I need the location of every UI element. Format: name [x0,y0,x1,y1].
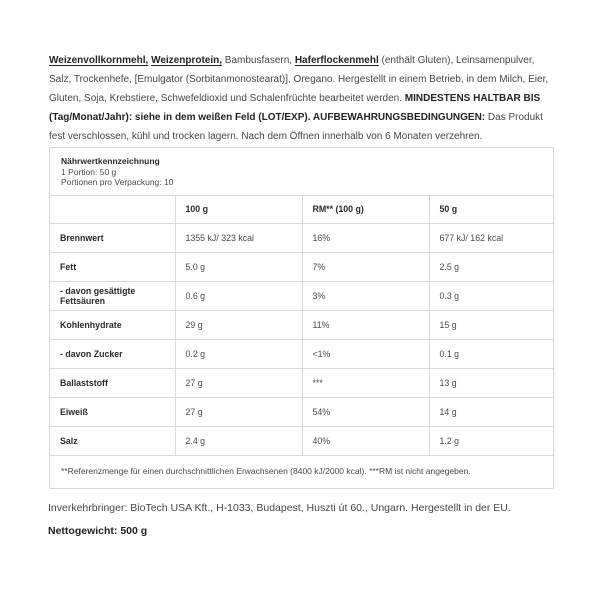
table-row [50,223,553,252]
nutrient-label-cell: Brennwert [50,223,175,252]
portion-size-line: 1 Portion: 50 g [61,166,117,177]
nutrient-label-cell: Fett [50,252,175,281]
nutrient-label-cell: Kohlenhydrate [50,310,175,339]
nutrient-value-cell: 0.1 g [429,339,553,368]
ingredient-segment: Weizenprotein, [151,55,223,66]
nutrient-value-cell: 7% [302,252,429,281]
table-row [50,281,553,310]
nutrient-value-cell: 1.2 g [429,426,553,455]
ingredient-segment: Bambusfasern, [222,55,295,66]
nutrition-table-caption [50,148,553,196]
table-footnote: **Referenzmenge für einen durchschnittlichen Erwachsenen (8400 kJ/2000 kcal). ***RM ist nicht angegeben. [61,465,471,476]
nutrient-value-cell: 27 g [175,368,302,397]
nutrient-value-cell: 1355 kJ/ 323 kcal [175,223,302,252]
nutrient-value-cell: 2.5 g [429,252,553,281]
nutrient-label-cell: Eiweiß [50,397,175,426]
net-weight-text: Nettogewicht: 500 g [48,525,148,537]
nutrient-value-cell: 11% [302,310,429,339]
nutrition-header-row [50,196,553,224]
ingredient-segment: MINDESTENS HALTBAR BIS (Tag/Monat/Jahr): siehe in dem weißen Feld (LOT/EXP). AUFBEWAHRUNGSBEDINGUNGEN: [49,93,541,123]
nutrient-value-cell: 0.2 g [175,339,302,368]
nutrient-value-cell: 0.3 g [429,281,553,310]
nutrient-value-cell: 3% [302,281,429,310]
nutrient-value-cell: 54% [302,397,429,426]
nutrient-value-cell: 15 g [429,310,553,339]
nutrition-values-table [50,196,553,456]
nutrition-table-title: Nährwertkennzeichnung [61,156,160,166]
nutrient-label-cell: - davon gesättigte Fettsäuren [50,281,175,310]
nutrient-value-cell: 677 kJ/ 162 kcal [429,223,553,252]
nutrient-value-cell: 13 g [429,368,553,397]
nutrient-label-cell: - davon Zucker [50,339,175,368]
amount-column-header: 50 g [429,196,553,224]
nutrition-table [49,147,554,489]
nutrient-value-cell: 16% [302,223,429,252]
table-row [50,252,553,281]
nutrient-label-cell: Ballaststoff [50,368,175,397]
ingredient-segment: (enthält Gluten), Leinsamenpulver, Salz, Trockenhefe, [Emulgator (Sorbitanmonostearat)], Oregano. Hergestellt in einem Betrieb, in dem Milch, Eier, Gluten, Soja, Krebstiere, Schwefeldioxid und Schalenfrüchte bearbeitet werden. [49,55,549,104]
table-row [50,310,553,339]
portions-per-pack-line: Portionen pro Verpackung: 10 [61,177,174,187]
ingredient-segment: Haferflockenmehl [294,55,379,66]
distributor-text: Inverkehrbringer: BioTech USA Kft., H-1033, Budapest, Huszti út 60., Ungarn. Hergestellt in der EU. [48,502,511,514]
ingredient-segment: Das Produkt fest verschlossen, kühl und trocken lagern. Nach dem Öffnen innerhalb von 6 Monaten verzehren. [49,112,543,142]
table-row [50,397,553,426]
ingredients-text [49,51,558,146]
ingredient-segment: Weizenvollkornmehl, [49,55,149,66]
table-row [50,368,553,397]
nutrient-value-cell: 27 g [175,397,302,426]
table-row [50,426,553,455]
nutrient-value-cell: 14 g [429,397,553,426]
nutrient-value-cell: 2.4 g [175,426,302,455]
nutrient-value-cell: *** [302,368,429,397]
nutrient-value-cell: 29 g [175,310,302,339]
nutrient-value-cell: <1% [302,339,429,368]
table-row [50,339,553,368]
nutrient-label-cell: Salz [50,426,175,455]
nutrient-value-cell: 40% [302,426,429,455]
nutrient-column-header [50,196,175,224]
nutrient-value-cell: 0.6 g [175,281,302,310]
amount-column-header: RM** (100 g) [302,196,429,224]
amount-column-header: 100 g [175,196,302,224]
nutrient-value-cell: 5.0 g [175,252,302,281]
